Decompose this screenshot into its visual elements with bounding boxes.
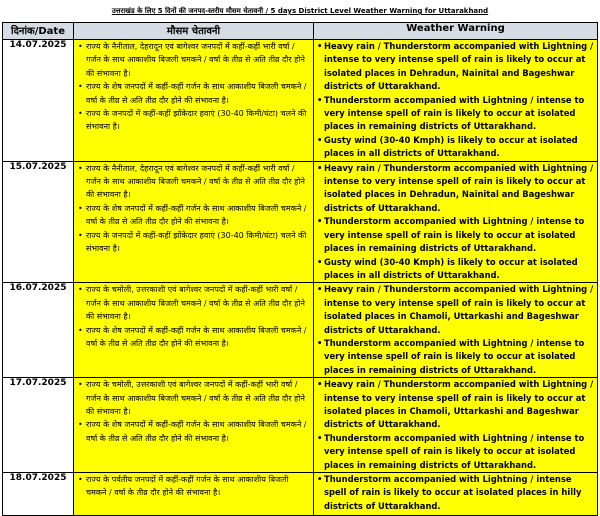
english-warning-column-header: Weather Warning bbox=[314, 23, 598, 40]
hindi-warning-cell bbox=[74, 161, 314, 283]
hindi-warning-item bbox=[78, 378, 311, 418]
english-warning-text: Thunderstorm accompanied with Lightning / intense to very intense spell of rain is likely to occur at isolated places in remaining districts of Uttarakhand. bbox=[324, 216, 585, 254]
hindi-warning-item bbox=[78, 324, 311, 351]
hindi-warning-column-header: मौसम चेतावनी bbox=[74, 23, 314, 40]
english-warning-item bbox=[317, 378, 594, 432]
hindi-warning-item bbox=[78, 80, 311, 107]
english-warning-item bbox=[317, 162, 594, 216]
table-row bbox=[3, 473, 598, 516]
bullet-icon: • bbox=[78, 230, 83, 240]
english-warning-item bbox=[317, 432, 594, 472]
hindi-warning-item bbox=[78, 40, 311, 80]
bullet-icon: • bbox=[317, 256, 323, 267]
hindi-warning-text: राज्य के शेष जनपदों में कहीं-कहीं गर्जन के साथ आकाशीय बिजली चमकने / वर्षा के तीव्र से अति तीव्र दौर होने की संभावना है। bbox=[86, 420, 307, 443]
hindi-warning-item bbox=[78, 473, 311, 500]
date-column-header: दिनांक/Date bbox=[3, 23, 74, 40]
english-warning-item bbox=[317, 337, 594, 377]
english-warning-cell bbox=[314, 283, 598, 378]
bullet-icon: • bbox=[78, 380, 83, 390]
bullet-icon: • bbox=[317, 94, 323, 105]
english-warning-text: Thunderstorm accompanied with Lightning / intense spell of rain is likely to occur at isolated places in hilly districts of Uttarakhand. bbox=[324, 474, 582, 511]
hindi-warning-text: राज्य के शेष जनपदों में कहीं-कहीं गर्जन के साथ आकाशीय बिजली चमकने / वर्षा के तीव्र से अति तीव्र दौर होने की संभावना है। bbox=[86, 82, 307, 105]
bullet-icon: • bbox=[78, 203, 83, 213]
bullet-icon: • bbox=[317, 474, 323, 484]
bullet-icon: • bbox=[78, 325, 83, 335]
hindi-warning-text: राज्य के शेष जनपदों में कहीं-कहीं गर्जन के साथ आकाशीय बिजली चमकने / वर्षा के तीव्र से अति तीव्र दौर होने की संभावना है। bbox=[86, 203, 307, 227]
bullet-icon: • bbox=[78, 109, 83, 119]
hindi-warning-text: राज्य के चमोली, उत्तरकाशी एवं बागेश्वर जनपदों में कहीं-कहीं भारी वर्षा / गर्जन के साथ आकाशीय बिजली चमकने / वर्षा के तीव्र से अति तीव्र दौर होने की संभावना है। bbox=[86, 380, 305, 416]
bullet-icon: • bbox=[317, 284, 323, 295]
page-title: उत्तराखंड के लिए 5 दिनों की जनपद-स्तरीय मौसम चेतावनी / 5 days District Level Weather Warning for Uttarakhand bbox=[111, 7, 489, 15]
warning-rows bbox=[3, 40, 598, 516]
english-warning-text: Thunderstorm accompanied with Lightning / intense to very intense spell of rain is likely to occur at isolated places in remaining districts of Uttarakhand. bbox=[324, 337, 585, 375]
bullet-icon: • bbox=[317, 379, 323, 390]
date-cell: 14.07.2025 bbox=[3, 40, 74, 162]
hindi-warning-text: राज्य के चमोली, उत्तरकाशी एवं बागेश्वर जनपदों में कहीं-कहीं भारी वर्षा / गर्जन के साथ आकाशीय बिजली चमकने / वर्षा के तीव्र से अति तीव्र दौर होने की संभावना है। bbox=[86, 285, 305, 322]
hindi-warning-item bbox=[78, 229, 311, 256]
bullet-icon: • bbox=[78, 285, 83, 295]
hindi-warning-item bbox=[78, 162, 311, 202]
hindi-warning-text: राज्य के शेष जनपदों में कहीं-कहीं गर्जन के साथ आकाशीय बिजली चमकने / वर्षा के तीव्र से अति तीव्र दौर होने की संभावना है। bbox=[86, 325, 307, 348]
english-warning-text: Gusty wind (30-40 Kmph) is likely to occur at isolated places in all districts of Uttarakhand. bbox=[324, 256, 578, 280]
hindi-warning-text: राज्य के नैनीताल, देहरादून एवं बागेश्वर जनपदों में कहीं-कहीं भारी वर्षा / गर्जन के साथ आकाशीय बिजली चमकने / वर्षा के तीव्र से अति तीव्र दौर होने की संभावना है। bbox=[86, 163, 305, 200]
date-cell: 16.07.2025 bbox=[3, 283, 74, 378]
english-warning-item bbox=[317, 94, 594, 134]
english-warning-text: Heavy rain / Thunderstorm accompanied with Lightning / intense to very intense spell of rain is likely to occur at isolated places in Chamoli, Uttarkashi and Bageshwar districts of Uttarakhand. bbox=[324, 284, 594, 335]
hindi-warning-cell bbox=[74, 473, 314, 516]
english-warning-cell bbox=[314, 161, 598, 283]
bullet-icon: • bbox=[78, 42, 83, 51]
english-warning-text: Gusty wind (30-40 Kmph) is likely to occur at isolated places in all districts of Uttarakhand. bbox=[324, 134, 578, 159]
bullet-icon: • bbox=[78, 82, 83, 92]
english-warning-item bbox=[317, 134, 594, 161]
english-warning-item bbox=[317, 215, 594, 255]
table-row bbox=[3, 40, 598, 162]
table-row bbox=[3, 283, 598, 378]
bullet-icon: • bbox=[317, 41, 323, 51]
hindi-warning-cell bbox=[74, 40, 314, 162]
english-warning-text: Heavy rain / Thunderstorm accompanied with Lightning / intense to very intense spell of rain is likely to occur at isolated places in Dehradun, Nainital and Bageshwar districts of Uttarakhand. bbox=[324, 41, 594, 92]
date-cell: 15.07.2025 bbox=[3, 161, 74, 283]
hindi-warning-text: राज्य के नैनीताल, देहरादून एवं बागेश्वर जनपदों में कहीं-कहीं भारी वर्षा / गर्जन के साथ आकाशीय बिजली चमकने / वर्षा के तीव्र से अति तीव्र दौर होने की संभावना है। bbox=[86, 42, 305, 78]
bullet-icon: • bbox=[317, 162, 323, 173]
english-warning-item bbox=[317, 473, 594, 513]
bullet-icon: • bbox=[78, 163, 83, 173]
english-warning-text: Thunderstorm accompanied with Lightning / intense to very intense spell of rain is likely to occur at isolated places in remaining districts of Uttarakhand. bbox=[324, 432, 585, 470]
table-row bbox=[3, 378, 598, 473]
date-cell: 17.07.2025 bbox=[3, 378, 74, 473]
bullet-icon: • bbox=[317, 216, 323, 227]
hindi-warning-item bbox=[78, 283, 311, 323]
bullet-icon: • bbox=[317, 432, 323, 443]
hindi-warning-text: राज्य के जनपदों में कहीं-कहीं झोंकेदार हवाएं (30-40 किमी/घंटा) चलने की संभावना है। bbox=[86, 230, 307, 254]
english-warning-cell bbox=[314, 40, 598, 162]
english-warning-cell bbox=[314, 378, 598, 473]
bullet-icon: • bbox=[78, 420, 83, 430]
hindi-warning-text: राज्य के पर्वतीय जनपदों में कहीं-कहीं गर्जन के साथ आकाशीय बिजली चमकने / वर्षा के तीव्र दौर होने की संभावना है। bbox=[86, 475, 289, 498]
hindi-warning-cell bbox=[74, 378, 314, 473]
bullet-icon: • bbox=[317, 134, 323, 145]
bullet-icon: • bbox=[78, 475, 83, 484]
bullet-icon: • bbox=[317, 337, 323, 348]
table-row bbox=[3, 161, 598, 283]
hindi-warning-item bbox=[78, 418, 311, 445]
date-cell: 18.07.2025 bbox=[3, 473, 74, 516]
hindi-warning-item bbox=[78, 107, 311, 134]
english-warning-text: Heavy rain / Thunderstorm accompanied with Lightning / intense to very intense spell of rain is likely to occur at isolated places in Dehradun, Nainital and Bageshwar districts of Uttarakhand. bbox=[324, 162, 594, 213]
english-warning-item bbox=[317, 40, 594, 94]
english-warning-cell bbox=[314, 473, 598, 516]
english-warning-item bbox=[317, 256, 594, 283]
english-warning-text: Thunderstorm accompanied with Lightning / intense to very intense spell of rain is likely to occur at isolated places in remaining districts of Uttarakhand. bbox=[324, 94, 585, 132]
english-warning-item bbox=[317, 283, 594, 337]
table-header-row bbox=[3, 23, 598, 40]
hindi-warning-cell bbox=[74, 283, 314, 378]
english-warning-text: Heavy rain / Thunderstorm accompanied with Lightning / intense to very intense spell of rain is likely to occur at isolated places in Chamoli, Uttarkashi and Bageshwar districts of Uttarakhand. bbox=[324, 379, 594, 430]
hindi-warning-item bbox=[78, 202, 311, 229]
warning-table bbox=[2, 22, 598, 516]
hindi-warning-text: राज्य के जनपदों में कहीं-कहीं झोंकेदार हवाएं (30-40 किमी/घंटा) चलने की संभावना है। bbox=[86, 109, 307, 132]
